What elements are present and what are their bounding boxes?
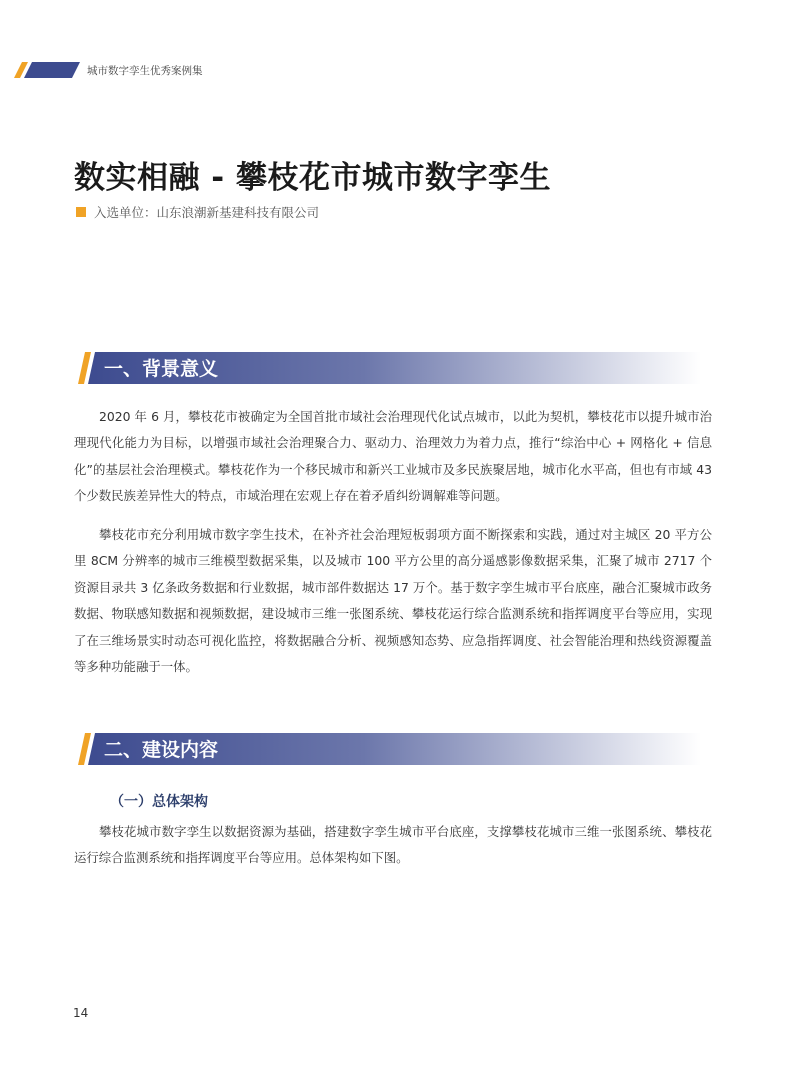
header-decoration bbox=[14, 62, 80, 78]
page-number: 14 bbox=[73, 1006, 89, 1020]
body-paragraph: 攀枝花城市数字孪生以数据资源为基础，搭建数字孪生城市平台底座，支撑攀枝花城市三维一张图系统、攀枝花运行综合监测系统和指挥调度平台等应用。总体架构如下图。 bbox=[74, 824, 712, 866]
selected-unit-row bbox=[76, 203, 319, 221]
section-title: 二、建设内容 bbox=[104, 739, 219, 761]
section-heading-band bbox=[78, 733, 701, 765]
section-heading-band bbox=[78, 352, 701, 384]
page-title: 数实相融 - 攀枝花市城市数字孪生 bbox=[74, 160, 551, 196]
running-header-title: 城市数字孪生优秀案例集 bbox=[87, 65, 203, 77]
body-paragraph: 攀枝花市充分利用城市数字孪生技术，在补齐社会治理短板弱项方面不断探索和实践，通过对主城区 20 平方公里 8CM 分辨率的城市三维模型数据采集，以及城市 100 平方公里的高分遥感影像数据采集，汇聚了城市 2717 个资源目录共 3 亿条政务数据和行业数据，城市部件数据达 17 万个。基于数字孪生城市平台底座，融合汇聚城市政务数据、物联感知数据和视频数据，建设城市三维一张图系统、攀枝花运行综合监测系统和指挥调度平台等应用，实现了在三维场景实时动态可视化监控，将数据融合分析、视频感知态势、应急指挥调度、社会智能治理和热线资源覆盖等多种功能融于一体。 bbox=[74, 527, 712, 675]
square-bullet-icon bbox=[76, 207, 86, 217]
subsection-title: （一）总体架构 bbox=[110, 794, 208, 810]
section-title: 一、背景意义 bbox=[104, 358, 219, 380]
body-paragraph: 2020 年 6 月，攀枝花市被确定为全国首批市域社会治理现代化试点城市，以此为契机，攀枝花市以提升城市治理现代化能力为目标，以增强市域社会治理聚合力、驱动力、治理效力为着力点，推行“综治中心 + 网格化 + 信息化”的基层社会治理模式。攀枝花作为一个移民城市和新兴工业城市及多民族聚居地，城市化水平高，但也有市域 43 个少数民族差异性大的特点，市域治理在宏观上存在着矛盾纠纷调解难等问题。 bbox=[74, 409, 712, 504]
selected-unit-text: 入选单位：山东浪潮新基建科技有限公司 bbox=[94, 205, 320, 220]
